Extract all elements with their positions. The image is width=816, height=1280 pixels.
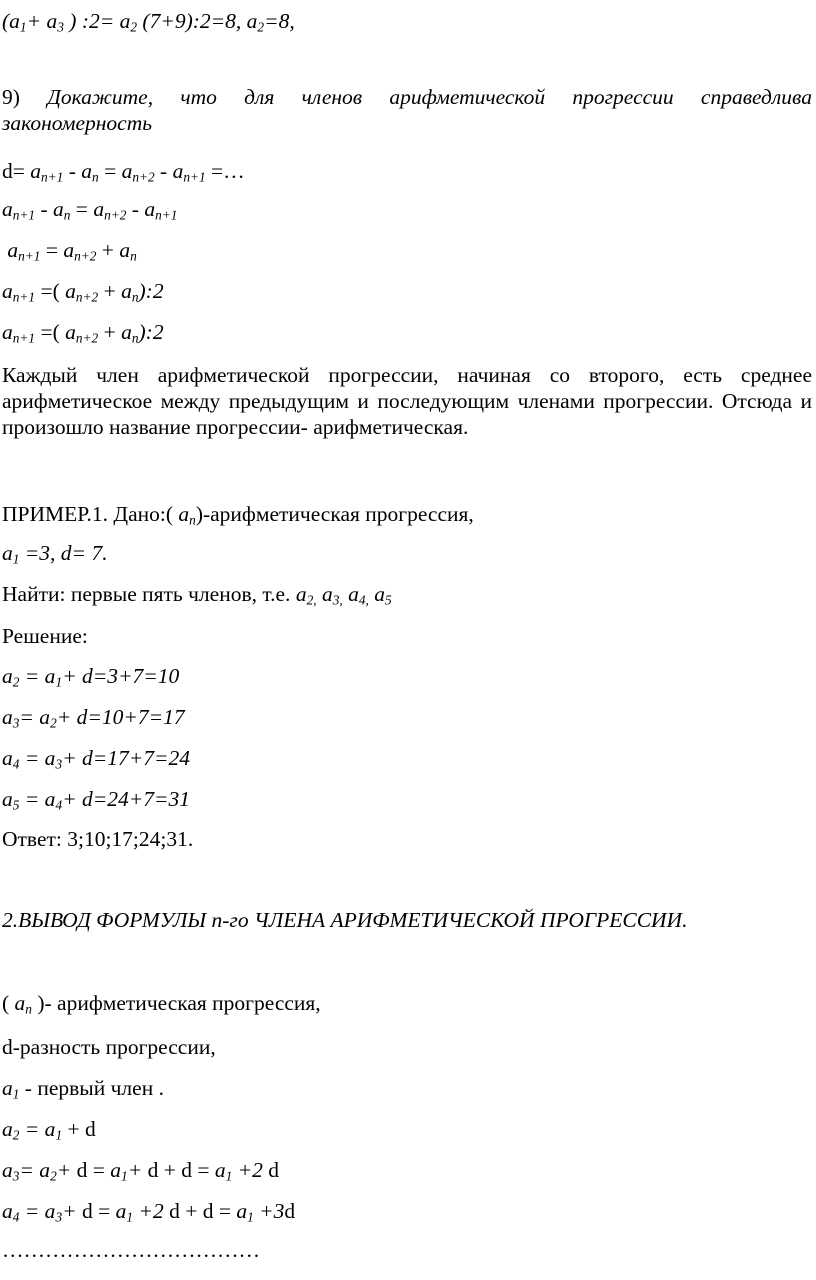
derivation-line-3: $a_1$ - первый член . (2, 1076, 164, 1102)
derivation-line-5: $a_3= a_2+ d = a_1+ d + d = a_1 +2$ d (2, 1158, 280, 1184)
equation-5: $a_{n+1}$ =( $a_{n+2}$ + $a_n):2$ (2, 320, 164, 346)
solution-step-2: $a_3= a_2+ d=10+7=17$ (2, 705, 185, 731)
line-a2-computation: ($a_1+ a_3$ ) :2= $a_2$ (7+9):2=8, $a_2=8$, (2, 9, 295, 35)
equation-3: $a_{n+1} = a_{n+2} + a_n$ (7, 238, 137, 264)
ellipsis-line: ……………………………… (2, 1238, 260, 1262)
section-2-heading: 2.ВЫВОД ФОРМУЛЫ n-го ЧЛЕНА АРИФМЕТИЧЕСКОЙ ПРОГРЕССИИ. (2, 908, 688, 932)
example-find: Найти: первые пять членов, т.е. $a_{2,}$ $a_{3,}$ $a_{4,}$ $a_5$ (2, 582, 392, 608)
derivation-line-2: d-разность прогрессии, (2, 1035, 216, 1059)
paragraph-mean-property: Каждый член арифметической прогрессии, начиная со второго, есть среднее арифметическое между предыдущим и последующим членами прогрессии. Отсюда и произошло название прогрессии- арифметическая. (2, 363, 812, 439)
solution-step-4: $a_5 = a_4+ d=24+7=31$ (2, 787, 191, 813)
equation-4: $a_{n+1}$ =( $a_{n+2}$ + $a_n):2$ (2, 279, 164, 305)
example-heading: ПРИМЕР.1. Дано:( $a_n$)-арифметическая прогрессия, (2, 502, 474, 528)
equation-2: $a_{n+1} - a_n = a_{n+2} - a_{n+1}$ (2, 197, 178, 223)
task-9: 9) Докажите, что для членов арифметической прогрессии справедлива закономерность (2, 85, 812, 135)
solution-step-3: $a_4 = a_3+ d=17+7=24$ (2, 746, 191, 772)
derivation-line-1: ( $a_n$ )- арифметическая прогрессия, (2, 991, 321, 1017)
derivation-line-4: $a_2 = a_1 + d$ (2, 1117, 96, 1143)
example-given: $a_1 =3$, d= 7. (2, 541, 108, 567)
derivation-line-6: $a_4 = a_3+ d = a_1 +2$ $d + d = a_1 +3d$ (2, 1199, 296, 1225)
answer: Ответ: 3;10;17;24;31. (2, 827, 194, 851)
equation-1: $d= a_{n+1} - a_n = a_{n+2} - a_{n+1}$ =… (2, 159, 245, 185)
solution-label: Решение: (2, 624, 88, 648)
solution-step-1: $a_2 = a_1+ d=3+7=10$ (2, 664, 180, 690)
